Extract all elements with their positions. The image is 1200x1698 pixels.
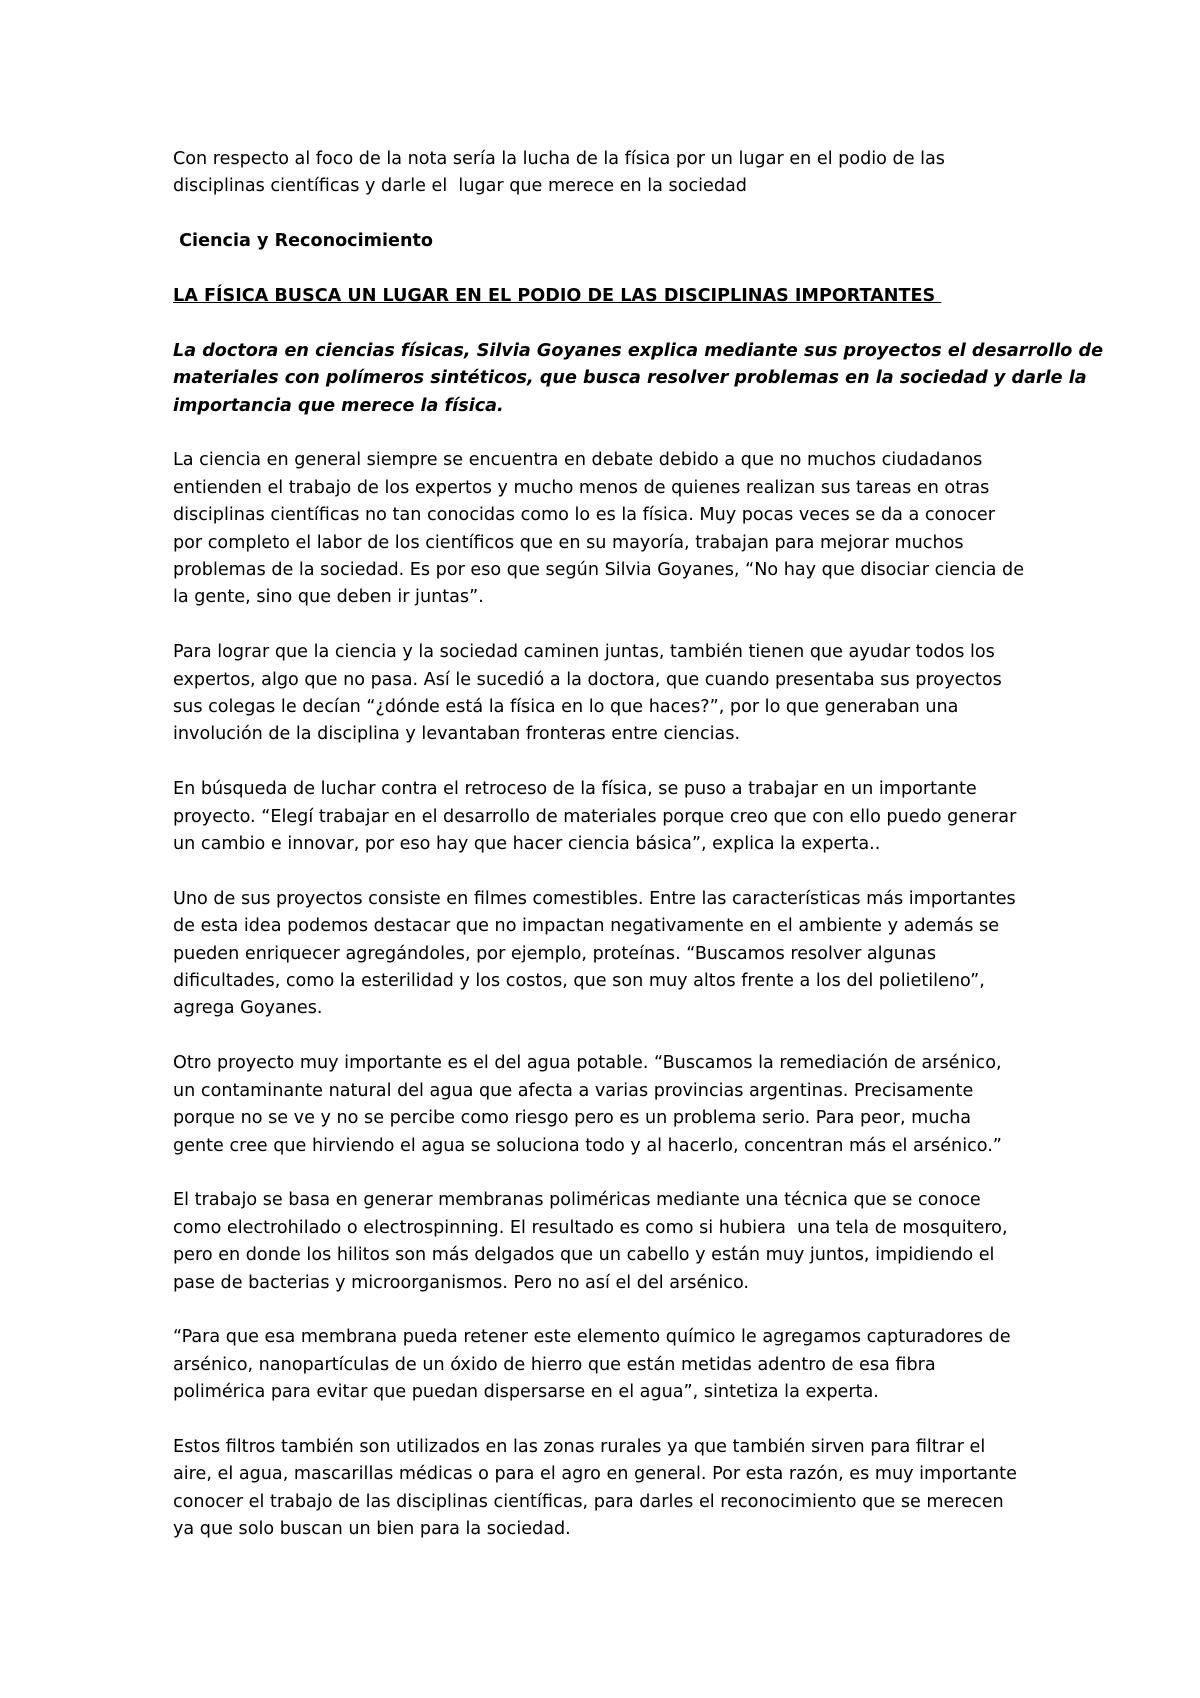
body-line: Para lograr que la ciencia y la sociedad caminen juntas, también tienen que ayudar todos los [173,642,995,663]
spacer [173,749,1053,776]
body-line: sus colegas le decían “¿dónde está la física en lo que haces?”, por lo que generaban una [173,697,959,718]
body-line: proyecto. “Elegí trabajar en el desarrollo de materiales porque creo que con ello puedo generar [173,806,1017,827]
body-line: de esta idea podemos destacar que no impactan negativamente en el ambiente y además se [173,916,1000,937]
body-line: Otro proyecto muy importante es el del agua potable. “Buscamos la remediación de arsénico, [173,1053,1002,1074]
body-line: la gente, sino que deben ir juntas”. [173,587,484,608]
body-line: dificultades, como la esterilidad y los costos, que son muy altos frente a los del polietileno”, [173,971,985,992]
body-paragraph-5 [173,1050,1053,1160]
body-line: un contaminante natural del agua que afecta a varias provincias argentinas. Precisamente [173,1080,974,1101]
body-line: agrega Goyanes. [173,998,323,1019]
body-line: involución de la disciplina y levantaban fronteras entre ciencias. [173,724,741,745]
intro-paragraph [173,146,1053,201]
body-paragraph-8 [173,1434,1053,1544]
intro-line: disciplinas científicas y darle el lugar que merece en la sociedad [173,176,747,197]
body-paragraph-1 [173,447,1053,611]
intro-line: Con respecto al foco de la nota sería la lucha de la física por un lugar en el podio de las [173,149,945,169]
body-line: arsénico, nanopartículas de un óxido de hierro que están metidas adentro de esa fibra [173,1354,936,1375]
lede-line: importancia que merece la física. [173,395,504,416]
body-line: “Para que esa membrana pueda retener este elemento químico le agregamos capturadores de [173,1327,1011,1348]
lede-line: La doctora en ciencias físicas, Silvia Goyanes explica mediante sus proyectos el desarrollo de [173,340,1104,361]
body-line: un cambio e innovar, por eso hay que hacer ciencia básica”, explica la experta.. [173,834,881,855]
section-label: Ciencia y Reconocimiento [173,231,433,252]
body-line: La ciencia en general siempre se encuentra en debate debido a que no muchos ciudadanos [173,450,983,471]
body-line: gente cree que hirviendo el agua se soluciona todo y al hacerlo, concentran más el arsénico.” [173,1135,1002,1156]
body-paragraph-4 [173,886,1053,1023]
spacer [173,256,1053,283]
spacer [173,1297,1053,1324]
body-line: ya que solo buscan un bien para la sociedad. [173,1519,571,1540]
body-line: porque no se ve y no se percibe como riesgo pero es un problema serio. Para peor, mucha [173,1108,972,1129]
body-paragraph-3 [173,776,1053,858]
spacer [173,1160,1053,1187]
body-line: pueden enriquecer agregándoles, por ejemplo, proteínas. “Buscamos resolver algunas [173,943,936,964]
body-line: polimérica para evitar que puedan dispersarse en el agua”, sintetiza la experta. [173,1382,879,1403]
spacer [173,612,1053,639]
body-line: conocer el trabajo de las disciplinas científicas, para darles el reconocimiento que se merecen [173,1491,1004,1512]
body-paragraph-6 [173,1187,1053,1297]
body-line: En búsqueda de luchar contra el retroceso de la física, se puso a trabajar en un importante [173,779,977,800]
body-line: problemas de la sociedad. Es por eso que según Silvia Goyanes, “No hay que disociar ciencia de [173,560,1025,581]
body-paragraph-2 [173,639,1053,749]
body-line: Uno de sus proyectos consiste en filmes comestibles. Entre las características más importantes [173,888,1016,909]
body-line: aire, el agua, mascarillas médicas o para el agro en general. Por esta razón, es muy importante [173,1464,1017,1485]
body-line: por completo el labor de los científicos que en su mayoría, trabajan para mejorar muchos [173,532,964,553]
spacer [173,1407,1053,1434]
article-headline: LA FÍSICA BUSCA UN LUGAR EN EL PODIO DE LAS DISCIPLINAS IMPORTANTES [173,286,942,306]
body-line: El trabajo se basa en generar membranas poliméricas mediante una técnica que se conoce [173,1190,981,1211]
document-page [173,146,1104,1544]
spacer [173,310,1053,337]
body-line: disciplinas científicas no tan conocidas como lo es la física. Muy pocas veces se da a conocer [173,505,995,526]
spacer [173,858,1053,885]
body-paragraph-7 [173,1324,1053,1406]
body-line: entienden el trabajo de los expertos y mucho menos de quienes realizan sus tareas en otras [173,477,990,498]
body-line: expertos, algo que no pasa. Así le sucedió a la doctora, que cuando presentaba sus proyectos [173,669,1002,690]
spacer [173,1023,1053,1050]
body-line: pase de bacterias y microorganismos. Pero no así el del arsénico. [173,1272,750,1293]
spacer [173,201,1053,228]
lede-line: materiales con polímeros sintéticos, que busca resolver problemas en la sociedad y darle la [173,368,1087,389]
body-line: pero en donde los hilitos son más delgados que un cabello y están muy juntos, impidiendo el [173,1245,995,1266]
body-line: como electrohilado o electrospinning. El resultado es como si hubiera una tela de mosquitero, [173,1217,1008,1238]
article-lede [173,338,1104,420]
spacer [173,420,1053,447]
body-line: Estos filtros también son utilizados en las zonas rurales ya que también sirven para filtrar el [173,1436,986,1457]
